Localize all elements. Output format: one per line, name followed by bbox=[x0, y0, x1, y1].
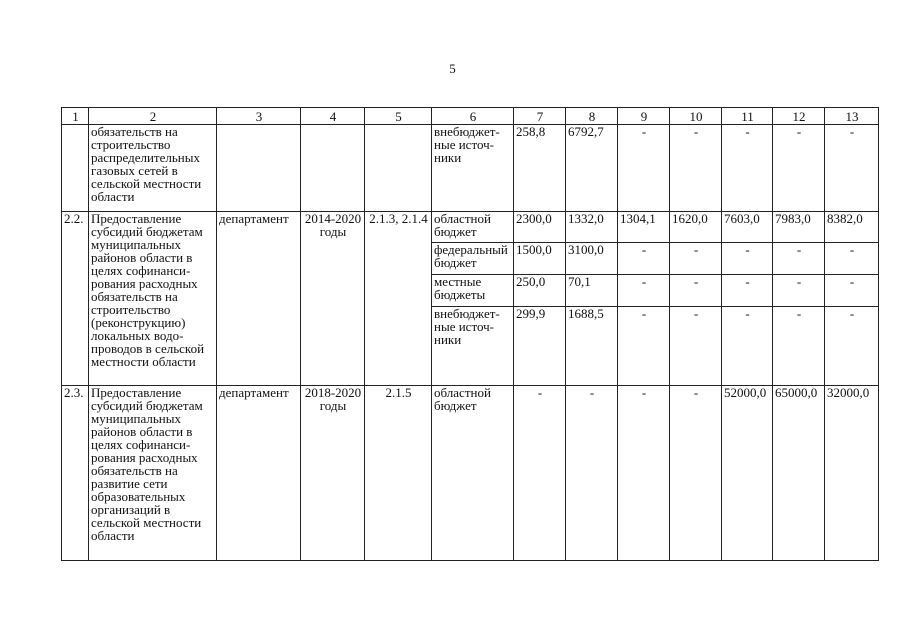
col-number-12: 12 bbox=[773, 108, 825, 125]
col-number-13: 13 bbox=[825, 108, 879, 125]
measure-name-cell: Предоставление субсидий бюджетам муниципальных районов области в целях софинанси-рования расходных обязательств на строительство (реконструкцию) локальных водо-проводов в сельской местности области bbox=[89, 212, 217, 386]
indicators-cell: 2.1.3, 2.1.4 bbox=[365, 212, 432, 386]
value-cell: - bbox=[722, 275, 773, 307]
program-measures-table bbox=[61, 107, 879, 561]
value-cell: 70,1 bbox=[566, 275, 618, 307]
value-cell: - bbox=[825, 125, 879, 212]
table-row bbox=[62, 386, 879, 561]
row-number-cell bbox=[62, 125, 89, 212]
col-number-4: 4 bbox=[301, 108, 365, 125]
value-cell: 3100,0 bbox=[566, 243, 618, 275]
value-cell: - bbox=[722, 125, 773, 212]
value-cell: - bbox=[825, 243, 879, 275]
funding-source-cell: внебюджет-ные источ-ники bbox=[432, 307, 514, 386]
value-cell: 65000,0 bbox=[773, 386, 825, 561]
col-number-5: 5 bbox=[365, 108, 432, 125]
value-cell: 258,8 bbox=[514, 125, 566, 212]
value-cell: - bbox=[722, 243, 773, 275]
value-cell: 1688,5 bbox=[566, 307, 618, 386]
value-cell: - bbox=[825, 307, 879, 386]
value-cell: 250,0 bbox=[514, 275, 566, 307]
measure-name-cell: Предоставление субсидий бюджетам муниципальных районов области в целях софинанси-рования расходных обязательств на развитие сети образовательных организаций в сельской местности области bbox=[89, 386, 217, 561]
col-number-10: 10 bbox=[670, 108, 722, 125]
value-cell: 6792,7 bbox=[566, 125, 618, 212]
value-cell: - bbox=[670, 275, 722, 307]
executor-cell: департамент bbox=[217, 386, 301, 561]
value-cell: 32000,0 bbox=[825, 386, 879, 561]
funding-source-cell: федеральный бюджет bbox=[432, 243, 514, 275]
col-number-9: 9 bbox=[618, 108, 670, 125]
indicators-cell bbox=[365, 125, 432, 212]
years-cell: 2014-2020 годы bbox=[301, 212, 365, 386]
years-cell: 2018-2020 годы bbox=[301, 386, 365, 561]
value-cell: - bbox=[670, 125, 722, 212]
column-numbers-row bbox=[62, 108, 879, 125]
value-cell: - bbox=[618, 275, 670, 307]
row-number-cell: 2.2. bbox=[62, 212, 89, 386]
funding-source-cell: местные бюджеты bbox=[432, 275, 514, 307]
value-cell: - bbox=[773, 275, 825, 307]
value-cell: 1304,1 bbox=[618, 212, 670, 243]
funding-source-cell: областной бюджет bbox=[432, 386, 514, 561]
col-number-6: 6 bbox=[432, 108, 514, 125]
value-cell: 7983,0 bbox=[773, 212, 825, 243]
value-cell: 1500,0 bbox=[514, 243, 566, 275]
col-number-2: 2 bbox=[89, 108, 217, 125]
table-row bbox=[62, 212, 879, 243]
value-cell: - bbox=[566, 386, 618, 561]
value-cell: - bbox=[514, 386, 566, 561]
value-cell: - bbox=[773, 307, 825, 386]
executor-cell bbox=[217, 125, 301, 212]
page-number: 5 bbox=[449, 61, 456, 76]
value-cell: 2300,0 bbox=[514, 212, 566, 243]
value-cell: - bbox=[670, 307, 722, 386]
value-cell: - bbox=[670, 243, 722, 275]
value-cell: - bbox=[618, 307, 670, 386]
value-cell: 1332,0 bbox=[566, 212, 618, 243]
value-cell: - bbox=[618, 125, 670, 212]
col-number-8: 8 bbox=[566, 108, 618, 125]
value-cell: - bbox=[670, 386, 722, 561]
col-number-1: 1 bbox=[62, 108, 89, 125]
value-cell: 8382,0 bbox=[825, 212, 879, 243]
indicators-cell: 2.1.5 bbox=[365, 386, 432, 561]
executor-cell: департамент bbox=[217, 212, 301, 386]
value-cell: - bbox=[722, 307, 773, 386]
value-cell: 7603,0 bbox=[722, 212, 773, 243]
value-cell: - bbox=[618, 243, 670, 275]
table-row bbox=[62, 125, 879, 212]
col-number-7: 7 bbox=[514, 108, 566, 125]
years-cell bbox=[301, 125, 365, 212]
col-number-11: 11 bbox=[722, 108, 773, 125]
value-cell: - bbox=[773, 243, 825, 275]
funding-source-cell: областной бюджет bbox=[432, 212, 514, 243]
measure-name-cell: обязательств на строительство распределительных газовых сетей в сельской местности области bbox=[89, 125, 217, 212]
col-number-3: 3 bbox=[217, 108, 301, 125]
value-cell: 1620,0 bbox=[670, 212, 722, 243]
value-cell: 299,9 bbox=[514, 307, 566, 386]
row-number-cell: 2.3. bbox=[62, 386, 89, 561]
funding-source-cell: внебюджет-ные источ-ники bbox=[432, 125, 514, 212]
value-cell: - bbox=[773, 125, 825, 212]
value-cell: - bbox=[825, 275, 879, 307]
value-cell: - bbox=[618, 386, 670, 561]
value-cell: 52000,0 bbox=[722, 386, 773, 561]
